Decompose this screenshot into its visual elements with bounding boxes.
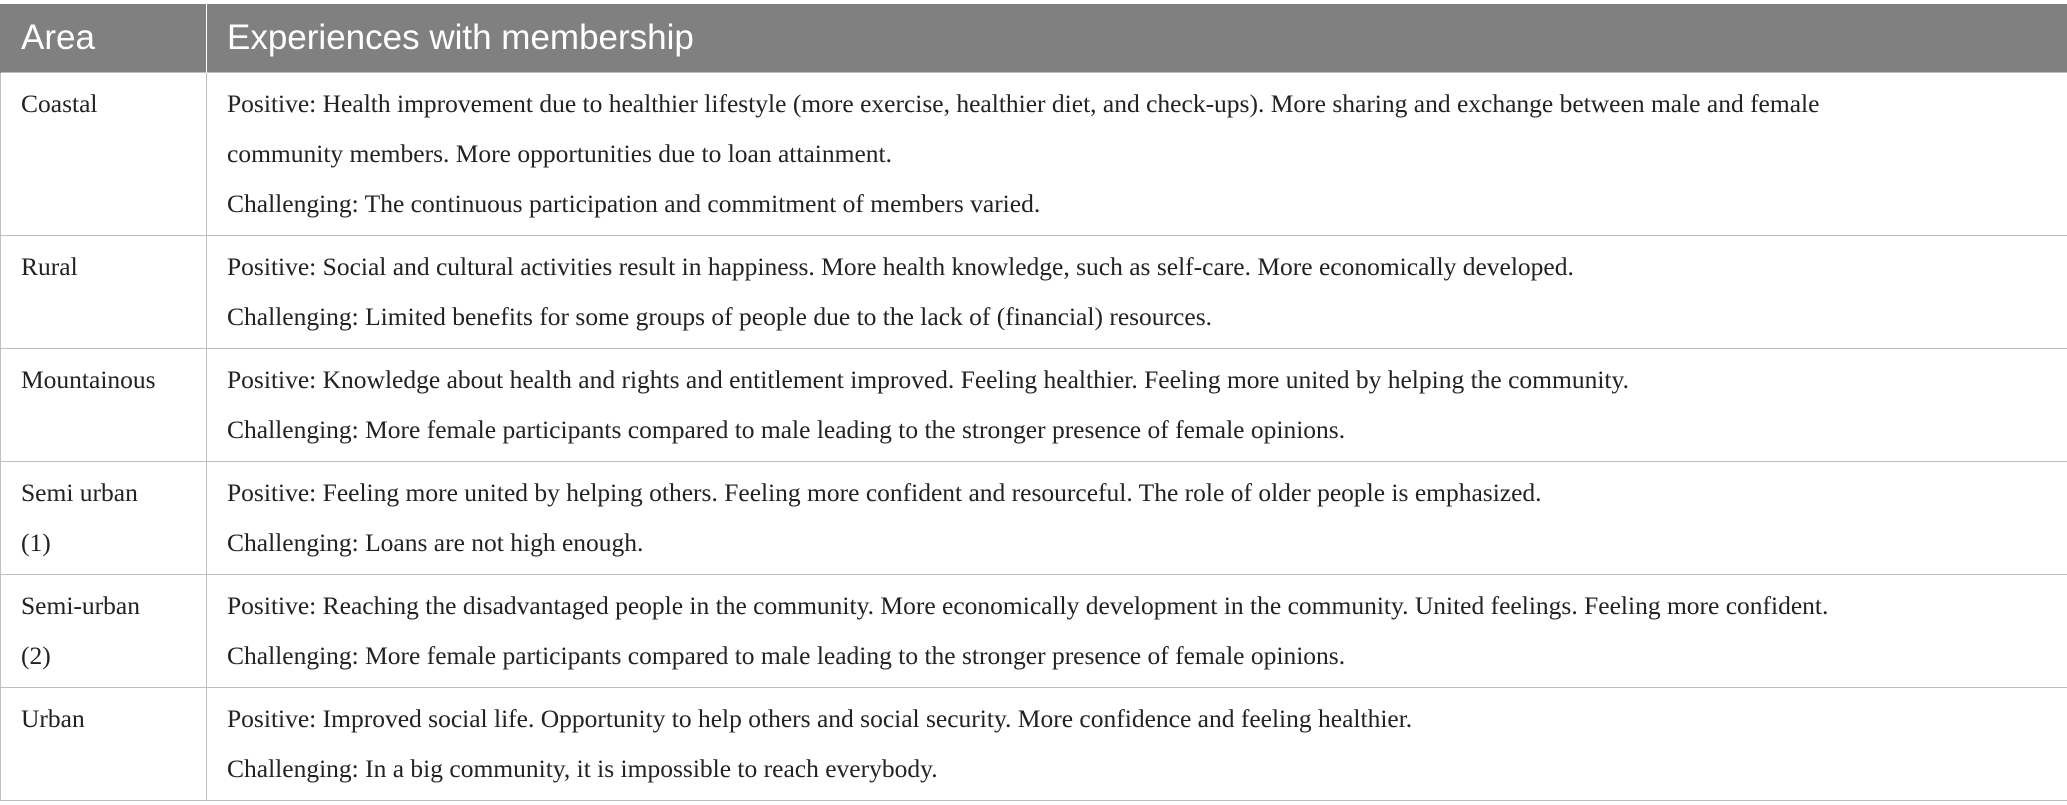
area-cell — [1, 73, 207, 236]
header-experiences: Experiences with membership — [207, 4, 2067, 73]
area-label: Coastal — [21, 89, 98, 118]
experience-cell — [207, 349, 2067, 462]
experience-line: Challenging: More female participants compared to male leading to the stronger presence of female opinions. — [227, 415, 1346, 444]
table-body — [1, 73, 2067, 801]
experience-line: Positive: Knowledge about health and rights and entitlement improved. Feeling healthier. Feeling more united by helping the community. — [227, 365, 1629, 394]
experience-line: Positive: Improved social life. Opportunity to help others and social security. More confidence and feeling healthier. — [227, 704, 1413, 733]
area-cell — [1, 462, 207, 575]
area-label: Mountainous — [21, 365, 156, 394]
experience-line: community members. More opportunities due to loan attainment. — [227, 139, 892, 168]
experience-line: Challenging: The continuous participation and commitment of members varied. — [227, 189, 1041, 218]
experience-line: Challenging: Loans are not high enough. — [227, 528, 644, 557]
experience-line: Positive: Social and cultural activities result in happiness. More health knowledge, such as self-care. More economically developed. — [227, 252, 1574, 281]
table-row-mountainous — [1, 349, 2067, 462]
experience-line: Positive: Reaching the disadvantaged people in the community. More economically development in the community. United feelings. Feeling more confident. — [227, 591, 1829, 620]
area-cell — [1, 575, 207, 688]
experience-line: Positive: Feeling more united by helping others. Feeling more confident and resourceful. The role of older people is emphasized. — [227, 478, 1542, 507]
area-label: Semi-urban (2) — [21, 591, 140, 670]
experience-cell — [207, 688, 2067, 801]
area-label: Semi urban (1) — [21, 478, 138, 557]
table-row-urban — [1, 688, 2067, 801]
header-area: Area — [1, 4, 207, 73]
table-row-rural — [1, 236, 2067, 349]
experience-line: Challenging: Limited benefits for some groups of people due to the lack of (financial) resources. — [227, 302, 1212, 331]
area-cell — [1, 236, 207, 349]
experience-line: Positive: Health improvement due to healthier lifestyle (more exercise, healthier diet, and check-ups). More sharing and exchange between male and female — [227, 89, 1820, 118]
header-row — [1, 4, 2067, 73]
experience-cell — [207, 462, 2067, 575]
area-label: Urban — [21, 704, 85, 733]
experience-cell — [207, 236, 2067, 349]
experiences-table — [0, 4, 2067, 801]
experience-cell — [207, 575, 2067, 688]
table-row-semi-urban-1 — [1, 462, 2067, 575]
area-cell — [1, 349, 207, 462]
area-label: Rural — [21, 252, 78, 281]
experience-line: Challenging: More female participants compared to male leading to the stronger presence of female opinions. — [227, 641, 1346, 670]
table-row-semi-urban-2 — [1, 575, 2067, 688]
area-cell — [1, 688, 207, 801]
table-row-coastal — [1, 73, 2067, 236]
table-header — [1, 4, 2067, 73]
experience-line: Challenging: In a big community, it is impossible to reach everybody. — [227, 754, 938, 783]
experience-cell — [207, 73, 2067, 236]
